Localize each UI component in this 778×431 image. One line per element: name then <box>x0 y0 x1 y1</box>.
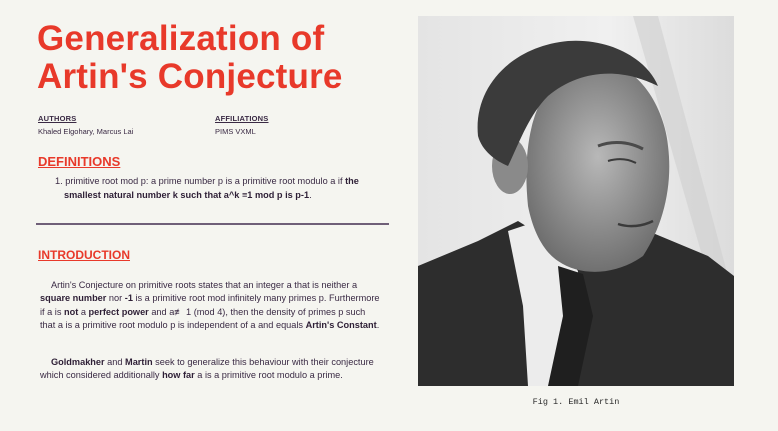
portrait-photo <box>418 16 734 386</box>
bold-square-number: square number <box>40 293 107 304</box>
text: . <box>376 320 380 331</box>
text: nor <box>106 293 125 304</box>
bold-not: not <box>64 306 79 317</box>
introduction-paragraph-1 <box>40 279 380 333</box>
introduction-heading: INTRODUCTION <box>38 248 130 262</box>
text: is a primitive root mod infinitely many primes p. Furthermore if a is <box>40 293 380 317</box>
title-line-1: Generalization of <box>37 19 325 58</box>
section-divider <box>36 223 389 225</box>
text: a <box>78 306 89 317</box>
bold-artins-constant: Artin's Constant <box>305 320 377 331</box>
bold-goldmakher: Goldmakher <box>51 357 105 367</box>
bold-perfect-power: perfect power <box>88 306 149 317</box>
text: and <box>104 357 126 367</box>
text: seek to generalize this behaviour with their conjecture which considered additionally <box>40 357 374 381</box>
poster-title <box>37 20 343 96</box>
introduction-paragraph-2 <box>40 356 380 383</box>
figure-caption: Fig 1. Emil Artin <box>532 397 620 407</box>
bold-martin: Martin <box>125 357 153 367</box>
definition-bold-text: the smallest natural number k such that a^k ≡1 mod p is p-1 <box>64 176 359 200</box>
bold-how-far: how far <box>162 370 195 381</box>
affiliations-value: PIMS VXML <box>215 127 256 136</box>
text: Artin's Conjecture on primitive roots states that an integer a that is neither a <box>51 280 358 290</box>
authors-label: AUTHORS <box>38 114 77 123</box>
definition-text: primitive root mod p: a prime number p is a primitive root modulo a if <box>65 176 346 186</box>
text: and a≢ 1 (mod 4), then the density of primes p such that a is a primitive root modulo p is independent of a and equals <box>40 306 366 331</box>
definitions-heading: DEFINITIONS <box>38 154 121 169</box>
affiliations-block <box>215 114 269 136</box>
title-line-2: Artin's Conjecture <box>37 57 343 96</box>
definition-end: . <box>309 190 312 200</box>
definitions-list <box>48 174 388 202</box>
definition-number: 1. <box>55 176 63 186</box>
definition-item <box>48 174 388 202</box>
portrait-image-icon <box>418 16 734 386</box>
text: a is a primitive root modulo a prime. <box>194 370 343 381</box>
bold-minus-one: -1 <box>124 293 133 304</box>
authors-value: Khaled Elgohary, Marcus Lai <box>38 127 134 136</box>
affiliations-label: AFFILIATIONS <box>215 114 269 123</box>
authors-block <box>38 114 133 136</box>
